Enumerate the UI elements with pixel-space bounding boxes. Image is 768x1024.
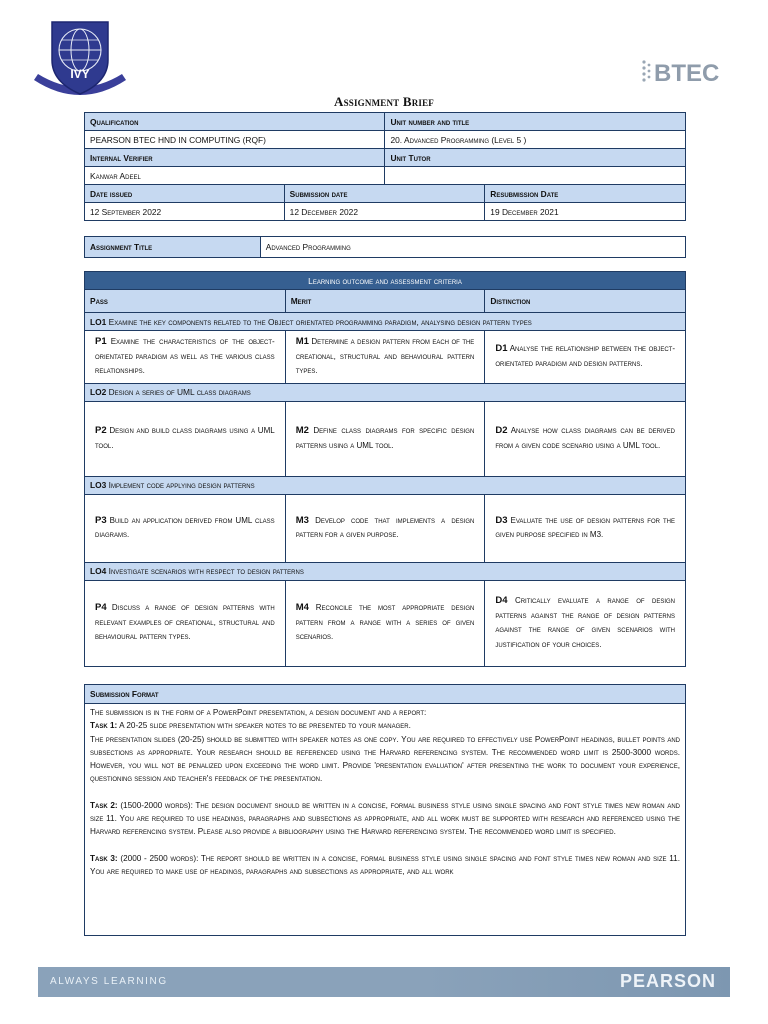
criterion-text: Determine a design pattern from each of the creational, structural and behavioural pattern types. (295, 337, 475, 375)
learning-outcome-lo3 (85, 476, 686, 494)
task-text: A 20-25 slide presentation with speaker notes to be presented to your manager. (119, 721, 411, 731)
criterion-text: Examine the characteristics of the object-orientated paradigm as well as the various class relationships. (95, 337, 275, 375)
criterion-p3 (85, 494, 286, 562)
qualification-value: PEARSON BTEC HND IN COMPUTING (RQF) (85, 131, 385, 149)
assignment-title-table (84, 236, 686, 258)
assignment-title-label: Assignment Title (85, 237, 261, 258)
criterion-code: D3 (495, 514, 508, 526)
criterion-d2 (485, 401, 686, 476)
criterion-m2 (285, 401, 485, 476)
btec-logo (640, 54, 736, 88)
lo-text: Investigate scenarios with respect to design patterns (108, 566, 304, 576)
criterion-text: Discuss a range of design patterns with relevant examples of creational, structural and behavioural pattern types. (95, 603, 275, 642)
learning-outcome-lo2 (85, 383, 686, 401)
criterion-d1 (485, 331, 686, 384)
submission-date-value: 12 December 2022 (284, 203, 485, 221)
submission-date-label: Submission date (284, 185, 485, 203)
unit-value: 20. Advanced Programming (Level 5 ) (385, 131, 686, 149)
lo-code: LO3 (90, 480, 107, 490)
criterion-text: Define class diagrams for specific design patterns using a UML tool. (295, 426, 475, 450)
submission-format-body (85, 704, 686, 936)
criterion-code: D4 (495, 595, 508, 606)
criterion-text: Analyse how class diagrams can be derived from a given code scenario using a UML tool. (495, 426, 676, 450)
verifier-label: Internal Verifier (85, 149, 385, 167)
verifier-value: Kanwar Adeel (85, 167, 385, 185)
criterion-text: Critically evaluate a range of design patterns against the range of design patterns against the range of given scenarios with justification of your choices. (495, 596, 675, 649)
assignment-info-table (84, 112, 686, 221)
task-text: (1500-2000 words): The design document should be written in a concise, formal business style using single spacing and font style times new roman and size 11. You are required to use headings, paragraphs and subsections as appropriate, and all work must be supported with research and referenced using the Harvard referencing system. Please also provide a bibliography using the Harvard referencing system. The recommended word limit is specified. (90, 800, 680, 837)
criterion-m1 (285, 331, 485, 384)
column-merit: Merit (285, 290, 485, 313)
lo-code: LO2 (90, 387, 107, 397)
criterion-text: Evaluate the use of design patterns for the given purpose specified in M3. (495, 515, 675, 539)
submission-format-table (84, 684, 686, 936)
criterion-text: Develop code that implements a design pattern for a given purpose. (295, 515, 475, 539)
ivy-logo-text: IVY (70, 67, 90, 81)
pearson-logo: PEARSON (619, 971, 716, 991)
task-label: Task 2: (90, 800, 118, 810)
task-label: Task 3: (90, 853, 118, 863)
column-distinction: Distinction (485, 290, 686, 313)
learning-outcome-lo4 (85, 562, 686, 580)
criterion-code: M1 (295, 336, 309, 347)
criterion-p1 (85, 331, 286, 384)
task1-body: The presentation slides (20-25) should be submitted with speaker notes as one copy. You are required to effectively use PowerPoint headings, bullet points and subsections as appropriate. Your research should be referenced using the Harvard referencing system. The recommended word limit is 2500-3000 words. However, you will not be penalized upon exceeding the word limit. Provide 'presentation evaluation' after presenting the work to document your experience, questioning session and teacher's feedback of the presentation. (90, 734, 680, 784)
resubmission-date-value: 19 December 2021 (485, 203, 686, 221)
lo-code: LO1 (90, 316, 107, 327)
lo-text: Examine the key components related to the Object orientated programming paradigm, analysing design pattern types (108, 316, 532, 327)
learning-outcome-lo1 (85, 313, 686, 331)
submission-format-label: Submission Format (85, 685, 686, 704)
date-issued-value: 12 September 2022 (85, 203, 285, 221)
unit-label: Unit number and title (385, 113, 686, 131)
criterion-d4 (485, 580, 686, 666)
criterion-code: D2 (495, 425, 508, 436)
criterion-d3 (485, 494, 686, 562)
task1-line (90, 719, 680, 732)
lo-code: LO4 (90, 566, 107, 576)
resubmission-date-label: Resubmission Date (485, 185, 686, 203)
criterion-code: M2 (295, 425, 309, 436)
criterion-code: D1 (495, 343, 508, 355)
assignment-title-value: Advanced Programming (260, 237, 685, 258)
tutor-value (385, 167, 686, 185)
task3-paragraph (90, 852, 680, 879)
task-label: Task 1: (90, 721, 118, 731)
page-title: Assignment Brief (333, 94, 435, 109)
qualification-label: Qualification (85, 113, 385, 131)
criterion-code: P4 (95, 602, 107, 614)
criterion-code: P1 (95, 336, 107, 347)
column-pass: Pass (85, 290, 286, 313)
btec-logo-text: BTEC (654, 60, 720, 87)
lo-text: Implement code applying design patterns (108, 480, 255, 490)
criterion-m4 (285, 580, 485, 666)
submission-intro: The submission is in the form of a PowerPoint presentation, a design document and a report: (90, 708, 427, 717)
criterion-m3 (285, 494, 485, 562)
criterion-code: P2 (95, 425, 107, 436)
criterion-text: Build an application derived from UML class diagrams. (95, 515, 275, 539)
date-issued-label: Date issued (85, 185, 285, 203)
footer-tagline: ALWAYS LEARNING (50, 976, 168, 987)
criterion-p4 (85, 580, 286, 666)
task2-paragraph (90, 799, 680, 839)
criterion-code: M3 (295, 514, 309, 526)
criterion-text: Analyse the relationship between the object-orientated paradigm and design patterns. (495, 344, 676, 368)
criterion-code: P3 (95, 514, 107, 526)
criterion-text: Reconcile the most appropriate design pattern from a range with a series of given scenarios. (295, 603, 475, 642)
criteria-banner: Learning outcome and assessment criteria (85, 272, 686, 290)
criterion-text: Design and build class diagrams using a UML tool. (95, 426, 275, 450)
criterion-p2 (85, 401, 286, 476)
pearson-footer-banner (38, 967, 730, 997)
criterion-code: M4 (295, 602, 309, 614)
ivy-logo (30, 14, 130, 104)
criteria-table (84, 271, 686, 667)
lo-text: Design a series of UML class diagrams (108, 387, 251, 397)
tutor-label: Unit Tutor (385, 149, 686, 167)
task-text: (2000 - 2500 words): The report should be written in a concise, formal business style using single spacing and font style times new roman and size 11. You are required to make use of headings, paragraphs and subsections as appropriate, and all work (90, 853, 680, 876)
